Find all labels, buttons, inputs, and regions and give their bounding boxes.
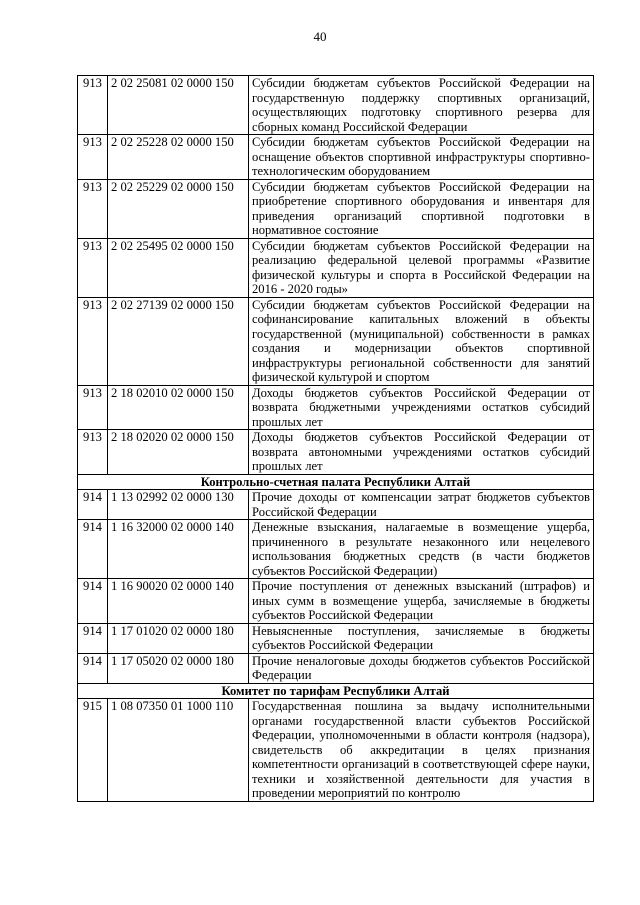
table-row [78, 490, 594, 520]
budget-code-cell: 2 18 02020 02 0000 150 [108, 430, 249, 475]
table-row [78, 76, 594, 135]
table-row [78, 135, 594, 180]
budget-code-cell: 1 08 07350 01 1000 110 [108, 699, 249, 802]
budget-code-cell: 2 02 25229 02 0000 150 [108, 179, 249, 238]
admin-code-cell: 913 [78, 297, 108, 385]
page-number: 40 [313, 29, 327, 44]
section-header-row [78, 474, 594, 490]
budget-code-cell: 2 18 02010 02 0000 150 [108, 385, 249, 430]
budget-code-cell: 2 02 25228 02 0000 150 [108, 135, 249, 180]
admin-code-cell: 913 [78, 385, 108, 430]
admin-code-cell: 913 [78, 76, 108, 135]
budget-code-cell: 1 13 02992 02 0000 130 [108, 490, 249, 520]
revenue-name-cell: Государственная пошлина за выдачу исполнительными органами государственной власти субъектов Российской Федерации, уполномоченными в области контроля (надзора), свидетельств об аккредитации в целях признания компетентности организаций в соответствующей сфере науки, техники и хозяйственной деятельности для участия в проведении мероприятий по контролю [249, 699, 594, 802]
admin-code-cell: 913 [78, 238, 108, 297]
budget-code-cell: 1 16 32000 02 0000 140 [108, 520, 249, 579]
section-header-row [78, 683, 594, 699]
budget-code-cell: 2 02 25495 02 0000 150 [108, 238, 249, 297]
revenue-classification-table [77, 75, 594, 802]
revenue-name-cell: Субсидии бюджетам субъектов Российской Федерации на софинансирование капитальных вложений в объекты государственной (муниципальной) собственности в рамках создания и модернизации объектов спортивной инфраструктуры региональной собственности для занятий физической культурой и спортом [249, 297, 594, 385]
table-row [78, 699, 594, 802]
revenue-name-cell: Субсидии бюджетам субъектов Российской Федерации на приобретение спортивного оборудования и инвентаря для приведения организаций спортивной подготовки в нормативное состояние [249, 179, 594, 238]
table-row [78, 579, 594, 624]
admin-code-cell: 915 [78, 699, 108, 802]
revenue-name-cell: Прочие неналоговые доходы бюджетов субъектов Российской Федерации [249, 653, 594, 683]
table-row [78, 179, 594, 238]
table-row [78, 385, 594, 430]
table-row [78, 238, 594, 297]
revenue-name-cell: Субсидии бюджетам субъектов Российской Федерации на реализацию федеральной целевой программы «Развитие физической культуры и спорта в Российской Федерации на 2016 - 2020 годы» [249, 238, 594, 297]
revenue-name-cell: Денежные взыскания, налагаемые в возмещение ущерба, причиненного в результате незаконного или нецелевого использования бюджетных средств (в части бюджетов субъектов Российской Федерации) [249, 520, 594, 579]
table-row [78, 430, 594, 475]
revenue-name-cell: Доходы бюджетов субъектов Российской Федерации от возврата автономными учреждениями остатков субсидий прошлых лет [249, 430, 594, 475]
budget-code-cell: 2 02 27139 02 0000 150 [108, 297, 249, 385]
section-title: Контрольно-счетная палата Республики Алтай [78, 474, 594, 490]
table-body [78, 76, 594, 802]
revenue-name-cell: Прочие поступления от денежных взысканий (штрафов) и иных сумм в возмещение ущерба, зачисляемые в бюджеты субъектов Российской Федерации [249, 579, 594, 624]
admin-code-cell: 914 [78, 490, 108, 520]
admin-code-cell: 914 [78, 653, 108, 683]
revenue-name-cell: Невыясненные поступления, зачисляемые в бюджеты субъектов Российской Федерации [249, 623, 594, 653]
table-row [78, 653, 594, 683]
budget-code-cell: 1 17 05020 02 0000 180 [108, 653, 249, 683]
admin-code-cell: 913 [78, 135, 108, 180]
budget-code-cell: 2 02 25081 02 0000 150 [108, 76, 249, 135]
admin-code-cell: 913 [78, 179, 108, 238]
table-row [78, 297, 594, 385]
admin-code-cell: 914 [78, 520, 108, 579]
table-row [78, 520, 594, 579]
revenue-name-cell: Доходы бюджетов субъектов Российской Федерации от возврата бюджетными учреждениями остатков субсидий прошлых лет [249, 385, 594, 430]
budget-code-cell: 1 17 01020 02 0000 180 [108, 623, 249, 653]
table-row [78, 623, 594, 653]
section-title: Комитет по тарифам Республики Алтай [78, 683, 594, 699]
revenue-name-cell: Прочие доходы от компенсации затрат бюджетов субъектов Российской Федерации [249, 490, 594, 520]
admin-code-cell: 914 [78, 579, 108, 624]
admin-code-cell: 914 [78, 623, 108, 653]
revenue-name-cell: Субсидии бюджетам субъектов Российской Федерации на государственную поддержку спортивных организаций, осуществляющих подготовку спортивного резерва для сборных команд Российской Федерации [249, 76, 594, 135]
budget-code-cell: 1 16 90020 02 0000 140 [108, 579, 249, 624]
admin-code-cell: 913 [78, 430, 108, 475]
revenue-name-cell: Субсидии бюджетам субъектов Российской Федерации на оснащение объектов спортивной инфраструктуры спортивно-технологическим оборудованием [249, 135, 594, 180]
